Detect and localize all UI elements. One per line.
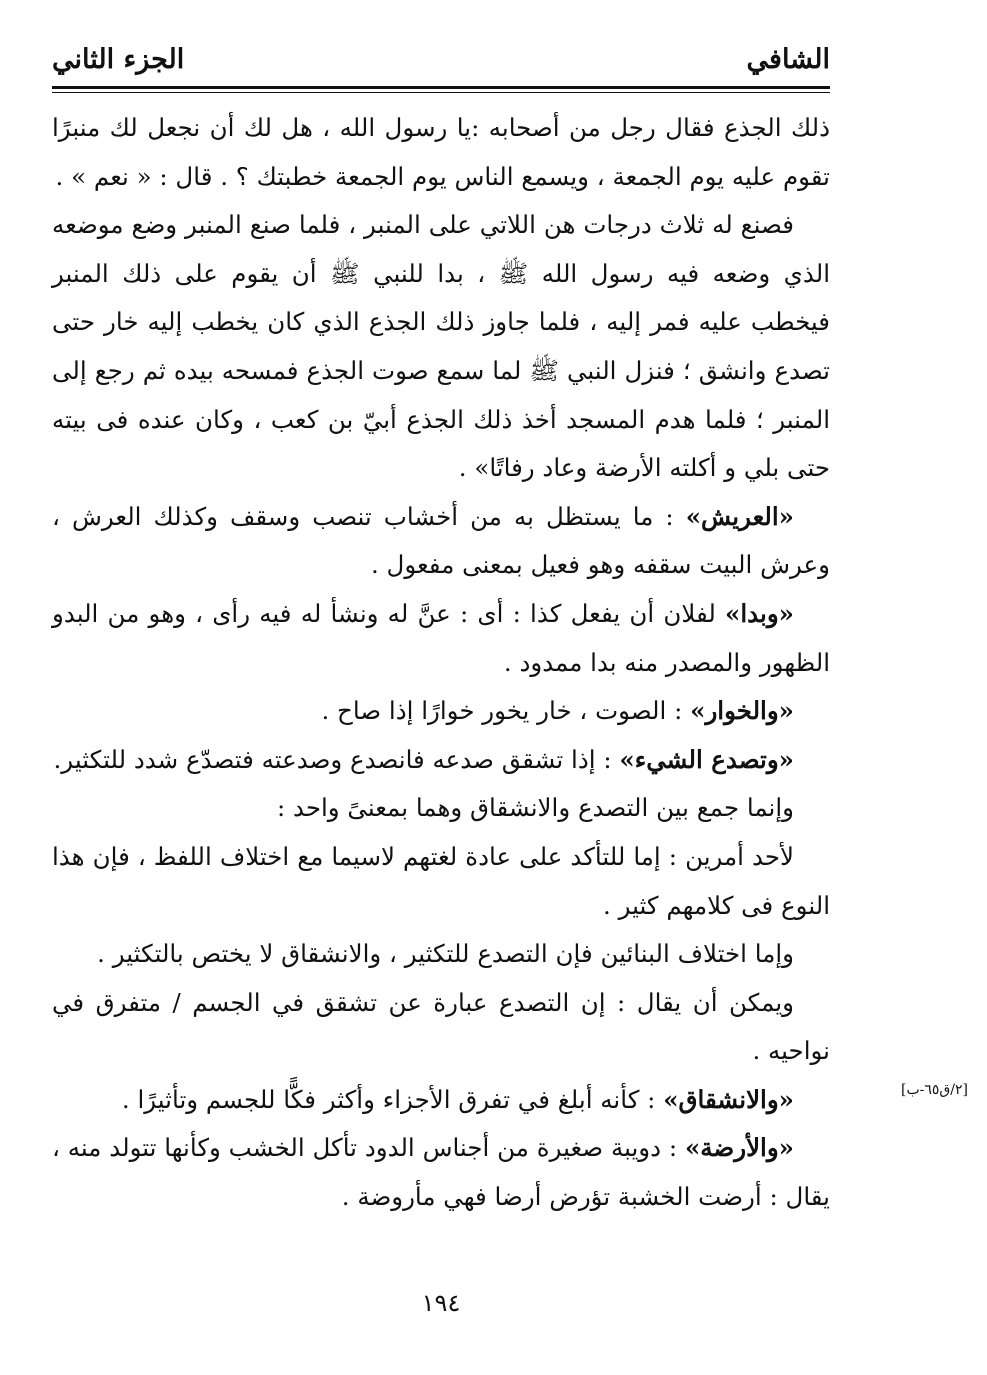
paragraph xyxy=(52,784,830,833)
paragraph-text: وإما اختلاف البنائين فإن التصدع للتكثير ، والانشقاق لا يختص بالتكثير . xyxy=(97,939,794,969)
paragraph-text: : دويبة صغيرة من أجناس الدود تأكل الخشب وكأنها تتولد منه ، يقال : أرضت الخشبة تؤرض أرضا فهي مأروضة . xyxy=(52,1133,830,1212)
paragraph-term: «والخوار» xyxy=(690,696,794,726)
paragraph xyxy=(52,979,830,1076)
paragraph-text: : كأنه أبلغ في تفرق الأجزاء وأكثر فكًّا للجسم وتأثيرًا . xyxy=(121,1084,664,1114)
paragraph xyxy=(52,1076,830,1125)
header-rule-thick xyxy=(52,86,830,89)
paragraph-term: «وتصدع الشيء» xyxy=(619,744,794,774)
paragraph-term: «والأرضة» xyxy=(684,1133,794,1163)
paragraph xyxy=(52,104,830,201)
paragraph-text: ذلك الجذع فقال رجل من أصحابه :يا رسول الله ، هل لك أن نجعل لك منبرًا تقوم عليه يوم الجمعة ، ويسمع الناس يوم الجمعة خطبتك ؟ . قال : « نعم » . xyxy=(52,113,830,191)
paragraph-text: : ما يستظل به من أخشاب تنصب وسقف وكذلك العرش ، وعرش البيت سقفه وهو فعيل بمعنى مفعول . xyxy=(52,501,830,580)
paragraph-text: ويمكن أن يقال : إن التصدع عبارة عن تشقق في الجسم / متفرق في نواحيه . xyxy=(52,987,830,1066)
paragraph-term: «العريش» xyxy=(685,501,794,531)
header-rule-thin xyxy=(52,92,830,93)
paragraph xyxy=(52,833,830,930)
paragraph-text: لفلان أن يفعل كذا : أى : عنَّ له ونشأ له فيه رأى ، وهو من البدو الظهور والمصدر منه بدا ممدود . xyxy=(52,598,830,677)
paragraph-text: وإنما جمع بين التصدع والانشقاق وهما بمعنىً واحد : xyxy=(276,793,794,823)
manuscript-folio-note: [٢/ق٦٥-ب] xyxy=(900,1082,968,1098)
paragraph xyxy=(52,201,830,493)
part-label: الجزء الثاني xyxy=(52,44,185,75)
paragraph xyxy=(52,590,830,687)
running-header xyxy=(52,40,830,80)
paragraph xyxy=(52,1124,830,1221)
paragraph-term: «وبدا» xyxy=(725,598,794,628)
paragraph-text: فصنع له ثلاث درجات هن اللاتي على المنبر ، فلما صنع المنبر وضع موضعه الذي وضعه فيه رسول الله ﷺ ، بدا للنبي ﷺ أن يقوم على ذلك المنبر فيخطب عليه فمر إليه ، فلما جاوز ذلك الجذع الذي كان يخطب إليه خار حتى تصدع وانشق ؛ فنزل النبي ﷺ لما سمع صوت الجذع فمسحه بيده ثم رجع إلى المنبر ؛ فلما هدم المسجد أخذ ذلك الجذع أبيّ بن كعب ، وكان عنده فى بيته حتى بلي و أكلته الأرضة وعاد رفاتًا» . xyxy=(52,210,830,483)
book-title: الشافي xyxy=(746,44,830,75)
body-text xyxy=(52,104,830,1222)
page-number: ١٩٤ xyxy=(421,1289,461,1317)
paragraph-text: : الصوت ، خار يخور خوارًا إذا صاح . xyxy=(321,696,691,726)
paragraph xyxy=(52,736,830,785)
paragraph-text: : إذا تشقق صدعه فانصدع وصدعته فتصدّع شدد للتكثير. xyxy=(53,744,620,774)
paragraph xyxy=(52,687,830,736)
paragraph xyxy=(52,930,830,979)
paragraph xyxy=(52,493,830,590)
paragraph-text: لأحد أمرين : إما للتأكد على عادة لغتهم لاسيما مع اختلاف اللفظ ، فإن هذا النوع فى كلامهم كثير . xyxy=(52,841,830,920)
paragraph-term: «والانشقاق» xyxy=(663,1084,794,1114)
